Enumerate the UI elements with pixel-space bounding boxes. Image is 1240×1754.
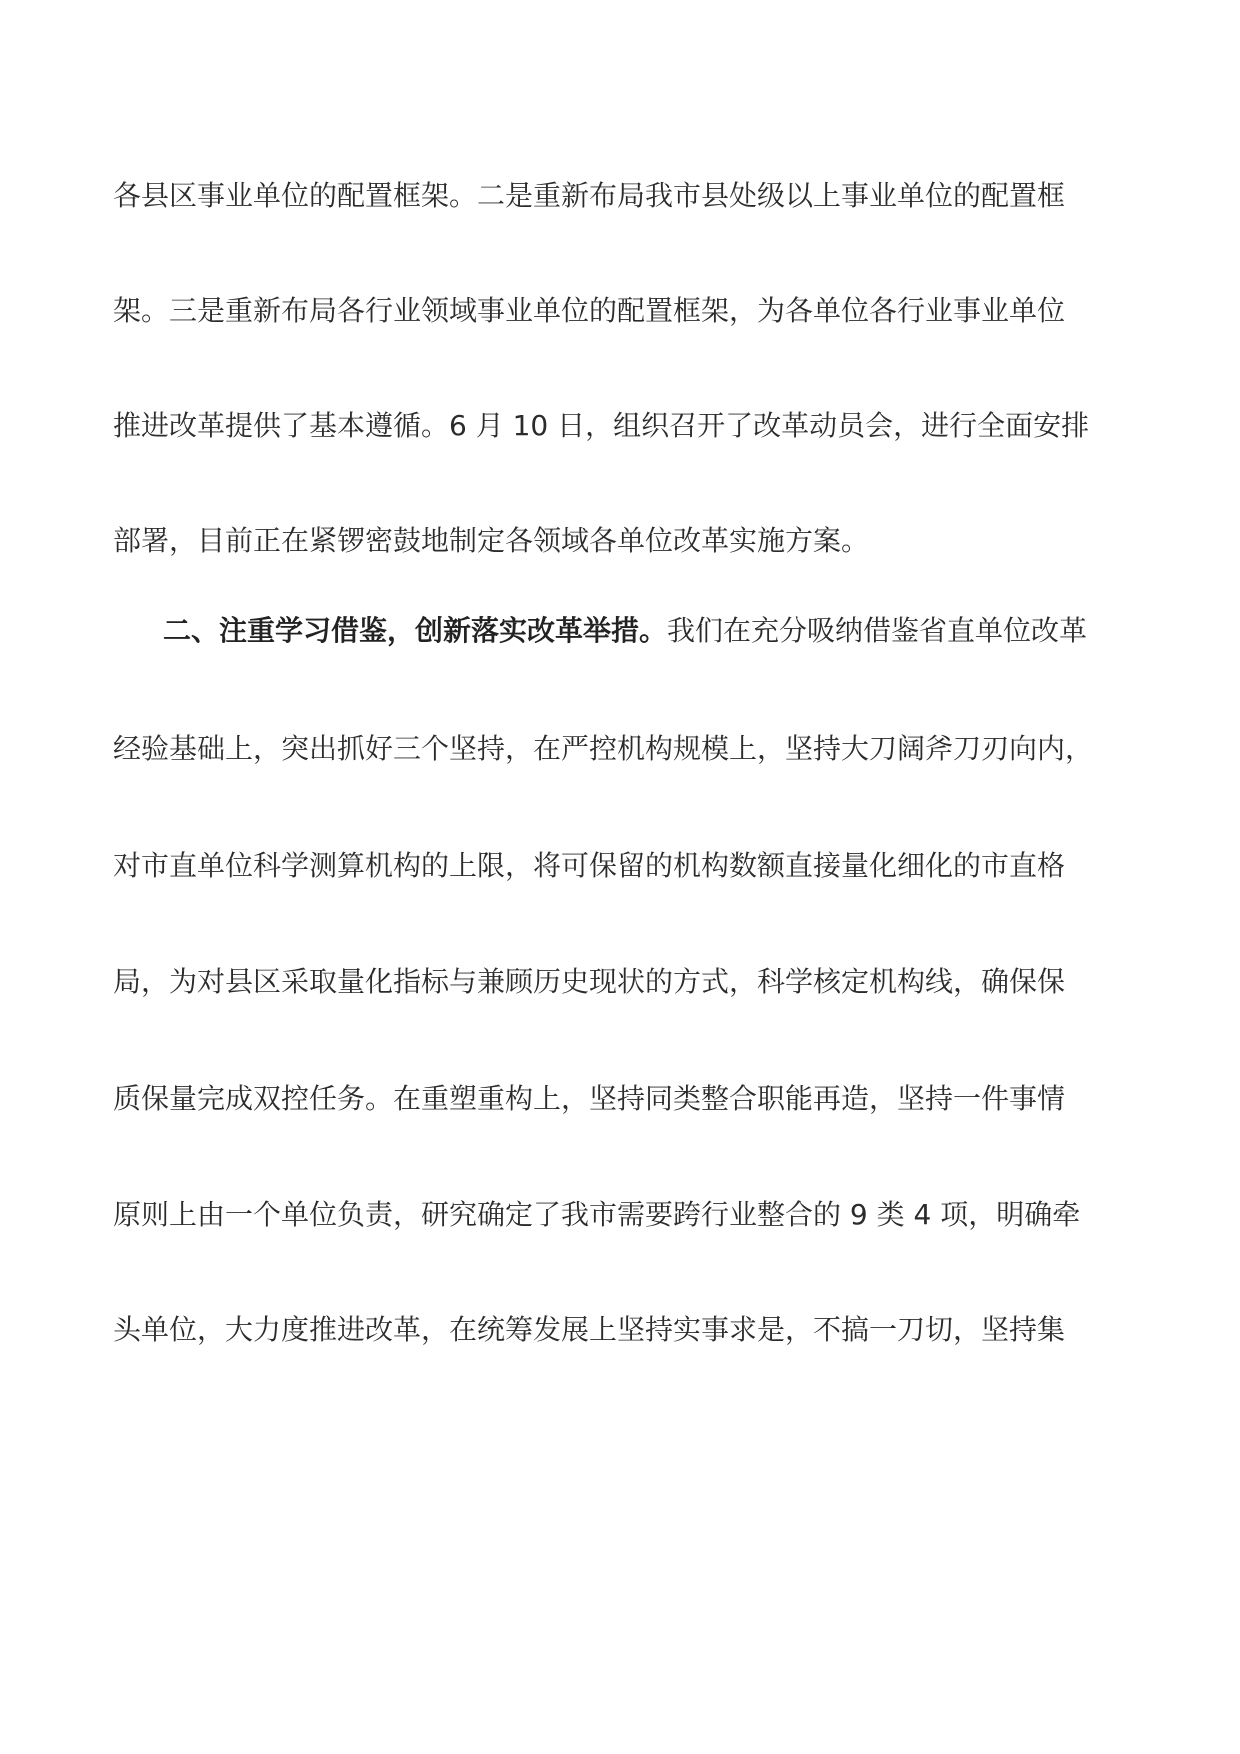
section-heading: 二、注重学习借鉴，创新落实改革举措。 bbox=[163, 614, 668, 647]
paragraph-line: 局，为对县区采取量化指标与兼顾历史现状的方式，科学核定机构线，确保保 bbox=[113, 965, 1066, 998]
paragraph-line: 推进改革提供了基本遵循。6 月 10 日，组织召开了改革动员会，进行全面安排 bbox=[113, 409, 1090, 442]
paragraph-line: 各县区事业单位的配置框架。二是重新布局我市县处级以上事业单位的配置框 bbox=[113, 179, 1066, 212]
paragraph-line: 经验基础上，突出抓好三个坚持，在严控机构规模上，坚持大刀阔斧刀刃向内， bbox=[113, 732, 1094, 765]
paragraph-line: 对市直单位科学测算机构的上限，将可保留的机构数额直接量化细化的市直格 bbox=[113, 849, 1066, 882]
paragraph-line: 质保量完成双控任务。在重塑重构上，坚持同类整合职能再造，坚持一件事情 bbox=[113, 1082, 1066, 1115]
section-heading-line bbox=[163, 611, 1133, 651]
paragraph-line: 架。三是重新布局各行业领域事业单位的配置框架，为各单位各行业事业单位 bbox=[113, 294, 1066, 327]
paragraph-line: 头单位，大力度推进改革，在统筹发展上坚持实事求是，不搞一刀切，坚持集 bbox=[113, 1313, 1066, 1346]
paragraph-line: 部署，目前正在紧锣密鼓地制定各领域各单位改革实施方案。 bbox=[113, 524, 870, 557]
paragraph-line: 原则上由一个单位负责，研究确定了我市需要跨行业整合的 9 类 4 项，明确牵 bbox=[113, 1198, 1081, 1231]
section-heading-rest: 我们在充分吸纳借鉴省直单位改革 bbox=[667, 614, 1088, 647]
